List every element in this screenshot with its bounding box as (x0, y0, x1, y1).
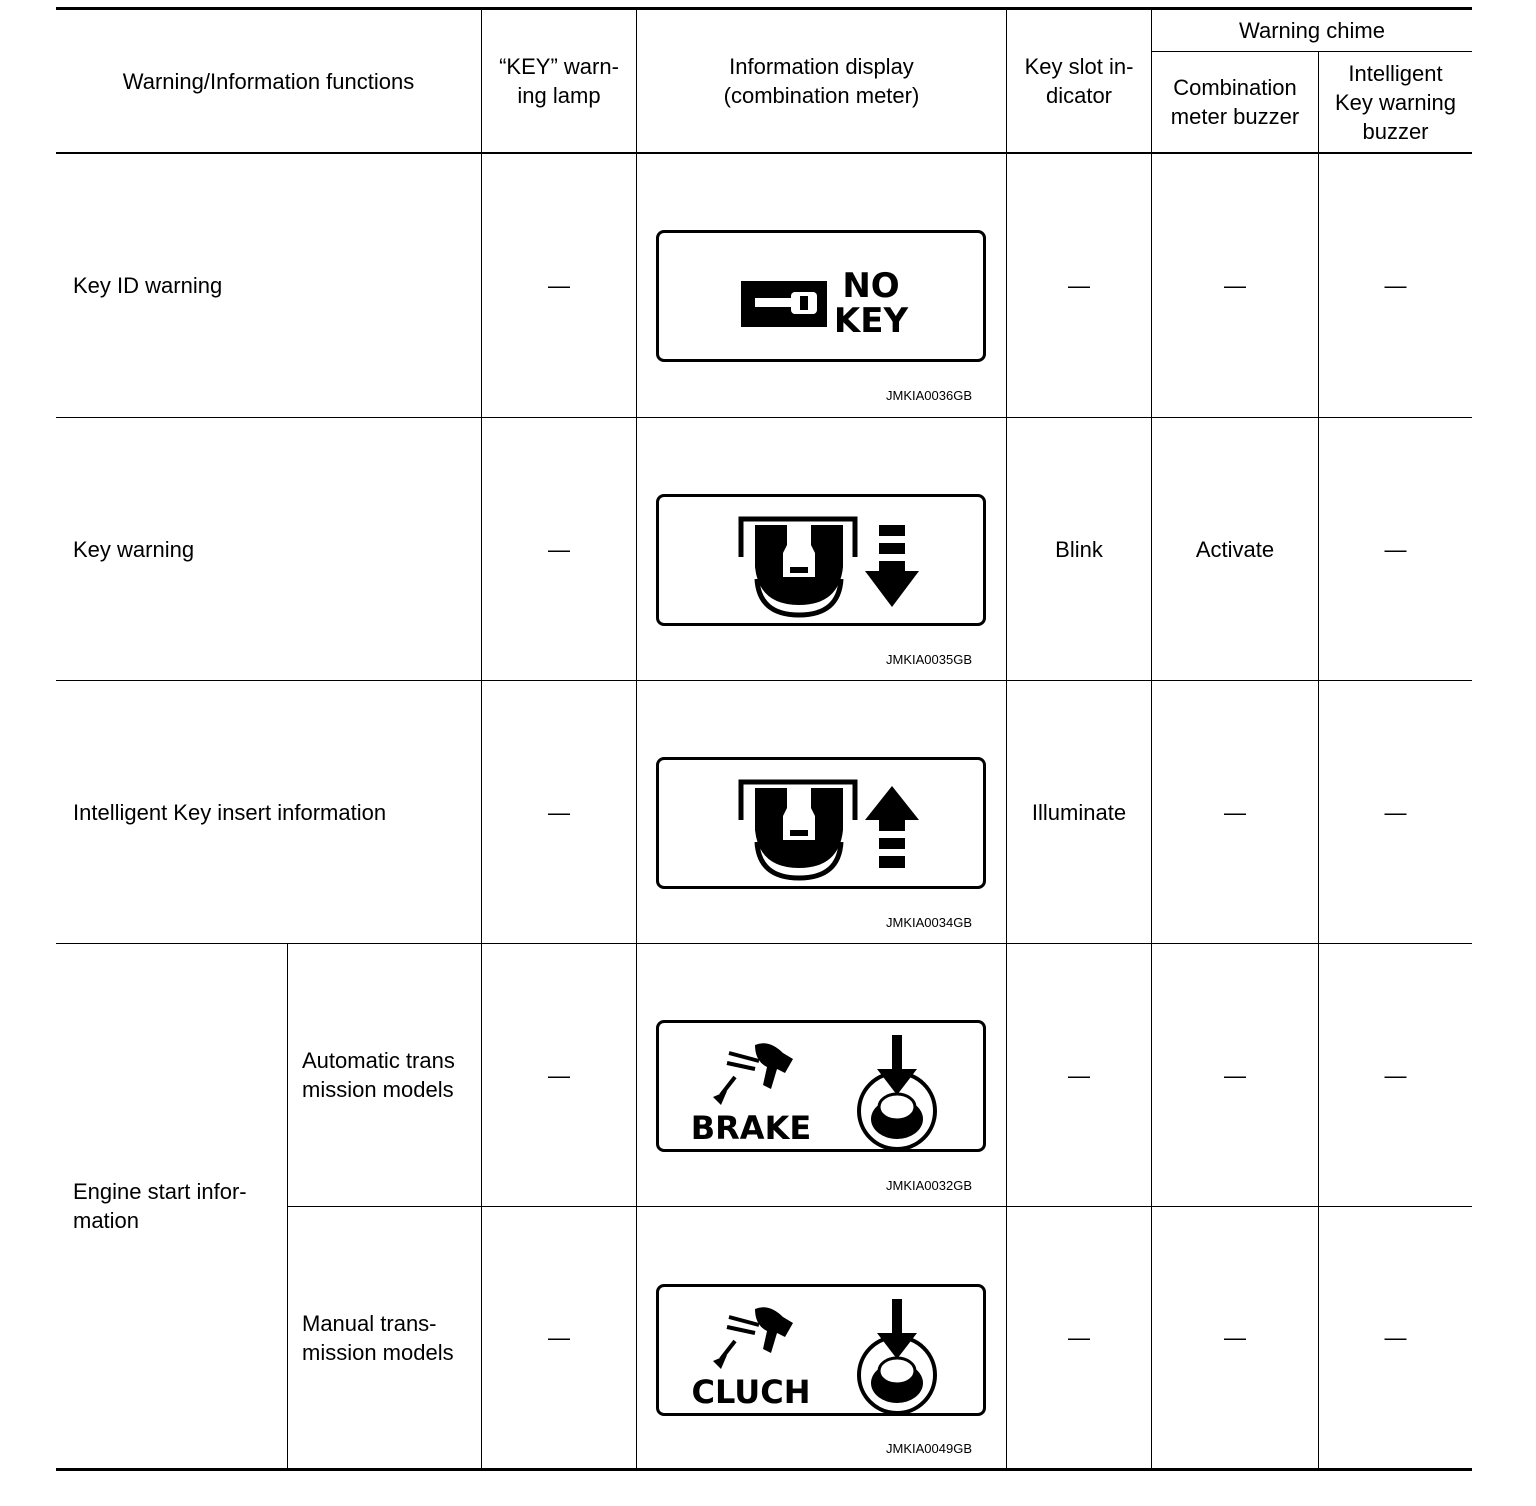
key-lamp-value: — (548, 1062, 570, 1088)
intelligent-buzzer-value: — (1384, 1062, 1407, 1088)
function-label: Key ID warning (73, 273, 223, 298)
function-label: Key warning (73, 536, 195, 562)
no-key-display (656, 230, 986, 362)
key-slot-value: Illuminate (1031, 799, 1127, 825)
key-lamp-value: — (548, 536, 570, 562)
display-word: CLUCH (691, 1373, 811, 1411)
header-key-lamp: “KEY” warn- ing lamp (499, 54, 619, 108)
combination-buzzer-value: — (1224, 799, 1246, 825)
display-text-no: NO (842, 266, 900, 306)
intelligent-buzzer-value: — (1384, 1325, 1407, 1350)
image-code: JMKIA0032GB (886, 1178, 972, 1193)
column-divider (287, 944, 288, 1470)
key-lamp-value: — (548, 799, 570, 825)
image-code: JMKIA0036GB (886, 388, 972, 403)
clutch-start-display (656, 1284, 986, 1416)
header-combination-buzzer: Combination meter buzzer (1170, 75, 1300, 129)
function-label: Automatic trans mission models (302, 1048, 455, 1102)
function-group-label: Engine start infor- mation (73, 1179, 247, 1233)
header-intelligent-buzzer: Intelligent Key warning buzzer (1334, 60, 1457, 144)
display-text-key: KEY (833, 301, 909, 341)
header-key-slot: Key slot in- dicator (1024, 54, 1134, 108)
image-code: JMKIA0035GB (886, 652, 972, 667)
key-slot-value: — (1068, 1062, 1090, 1088)
key-icon (741, 281, 827, 327)
combination-buzzer-value: — (1224, 273, 1246, 298)
column-divider (636, 8, 637, 1470)
image-code: JMKIA0049GB (886, 1441, 972, 1456)
arrow-down-icon (865, 525, 919, 607)
header-warning-chime: Warning chime (1239, 18, 1385, 43)
foot-press-icon (713, 1307, 793, 1369)
arrow-up-icon (865, 786, 919, 868)
key-warning-display (656, 494, 986, 626)
key-slot-value: — (1068, 273, 1090, 298)
image-code: JMKIA0034GB (886, 915, 972, 930)
key-slot-icon (741, 519, 855, 615)
key-lamp-value: — (548, 1325, 570, 1350)
combination-buzzer-value: — (1224, 1325, 1246, 1350)
key-slot-value: — (1068, 1325, 1090, 1350)
combination-buzzer-value: — (1224, 1062, 1246, 1088)
function-label: Intelligent Key insert information (73, 799, 387, 825)
header-functions: Warning/Information functions (122, 68, 415, 94)
function-label: Manual trans- mission models (302, 1310, 454, 1365)
key-insert-display (656, 757, 986, 889)
intelligent-buzzer-value: — (1384, 799, 1407, 825)
intelligent-buzzer-value: — (1384, 536, 1407, 562)
brake-start-display (656, 1020, 986, 1152)
combination-buzzer-value: Activate (1195, 536, 1275, 562)
start-button-icon (859, 1299, 935, 1413)
key-slot-icon (741, 782, 855, 878)
foot-press-icon (713, 1043, 793, 1105)
key-slot-value: Blink (1055, 536, 1103, 562)
start-button-icon (859, 1035, 935, 1149)
key-lamp-value: — (548, 273, 570, 298)
display-word: BRAKE (690, 1109, 812, 1147)
intelligent-buzzer-value: — (1384, 273, 1407, 298)
header-info-display: Information display (combination meter) (723, 54, 920, 108)
table-bottom-rule (56, 1468, 1472, 1471)
